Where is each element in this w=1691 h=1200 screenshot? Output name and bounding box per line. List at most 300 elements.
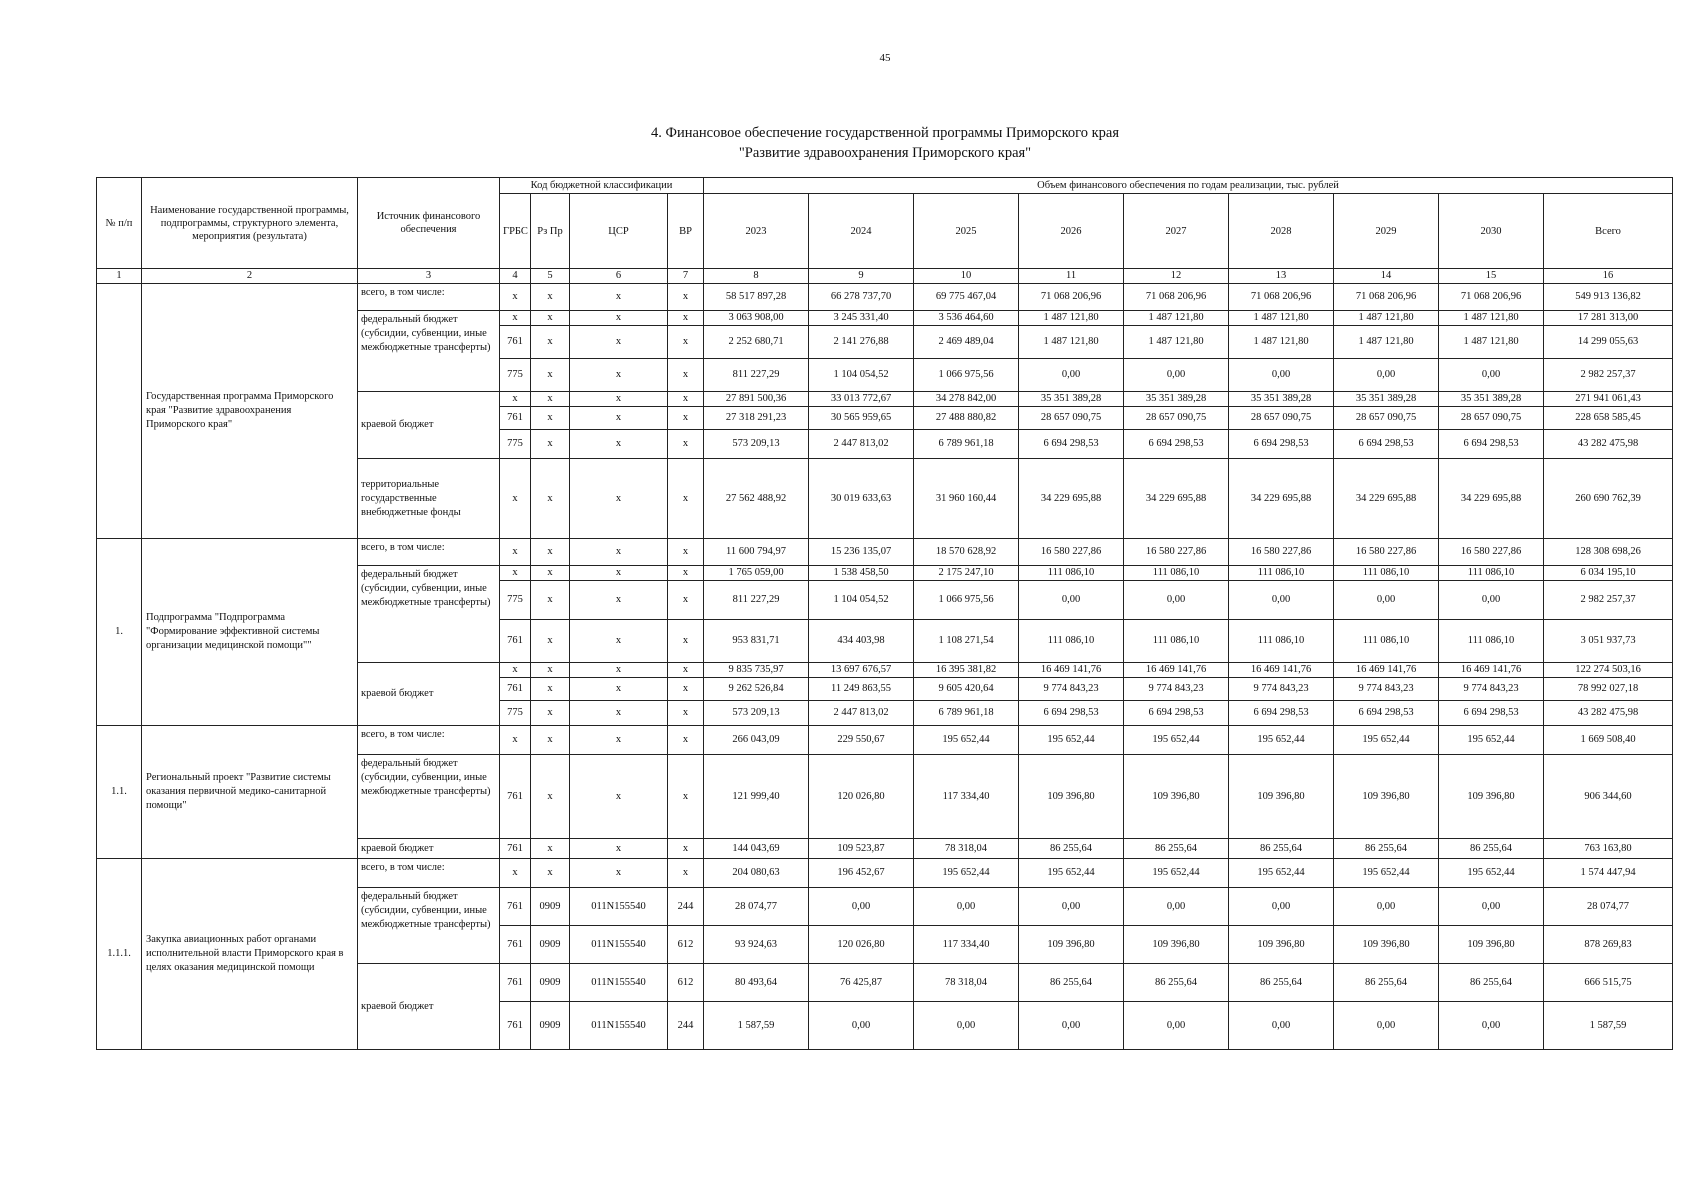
year-value: 1 587,59	[704, 1002, 809, 1050]
grbs-code: x	[500, 566, 531, 581]
year-value: 71 068 206,96	[1334, 284, 1439, 311]
year-value: 0,00	[1124, 581, 1229, 620]
grbs-code: 761	[500, 678, 531, 701]
year-value: 0,00	[1229, 359, 1334, 392]
total-value: 122 274 503,16	[1544, 663, 1673, 678]
year-value: 34 229 695,88	[1124, 459, 1229, 539]
vr-code: x	[668, 566, 704, 581]
year-value: 0,00	[1229, 1002, 1334, 1050]
total-value: 1 587,59	[1544, 1002, 1673, 1050]
rzpr-code: x	[531, 701, 570, 726]
year-value: 0,00	[1019, 1002, 1124, 1050]
year-value: 195 652,44	[1439, 726, 1544, 755]
year-value: 120 026,80	[809, 755, 914, 839]
rzpr-code: x	[531, 566, 570, 581]
year-value: 16 469 141,76	[1229, 663, 1334, 678]
year-value: 0,00	[1124, 359, 1229, 392]
year-value: 16 580 227,86	[1334, 539, 1439, 566]
column-number: 8	[704, 269, 809, 284]
header-year: 2026	[1019, 194, 1124, 269]
column-number: 7	[668, 269, 704, 284]
total-value: 666 515,75	[1544, 964, 1673, 1002]
csr-code: 011N155540	[570, 926, 668, 964]
vr-code: x	[668, 581, 704, 620]
funding-source: федеральный бюджет (субсидии, субвенции, иные межбюджетные трансферты)	[358, 566, 500, 663]
year-value: 3 063 908,00	[704, 311, 809, 326]
page-number: 45	[879, 52, 891, 64]
grbs-code: 761	[500, 926, 531, 964]
year-value: 0,00	[1439, 1002, 1544, 1050]
year-value: 111 086,10	[1334, 620, 1439, 663]
vr-code: x	[668, 326, 704, 359]
year-value: 35 351 389,28	[1229, 392, 1334, 407]
total-value: 906 344,60	[1544, 755, 1673, 839]
year-value: 86 255,64	[1019, 964, 1124, 1002]
year-value: 0,00	[1334, 888, 1439, 926]
total-value: 878 269,83	[1544, 926, 1673, 964]
year-value: 3 245 331,40	[809, 311, 914, 326]
rzpr-code: x	[531, 326, 570, 359]
year-value: 1 538 458,50	[809, 566, 914, 581]
item-name: Закупка авиационных работ органами исполнительной власти Приморского края в целях оказания медицинской помощи	[142, 859, 358, 1050]
document-title	[0, 123, 1691, 163]
year-value: 811 227,29	[704, 359, 809, 392]
rzpr-code: x	[531, 755, 570, 839]
csr-code: x	[570, 326, 668, 359]
csr-code: 011N155540	[570, 1002, 668, 1050]
vr-code: x	[668, 620, 704, 663]
grbs-code: 761	[500, 1002, 531, 1050]
year-value: 2 175 247,10	[914, 566, 1019, 581]
vr-code: x	[668, 311, 704, 326]
year-value: 0,00	[809, 1002, 914, 1050]
grbs-code: x	[500, 392, 531, 407]
item-number	[97, 284, 142, 539]
year-value: 86 255,64	[1019, 839, 1124, 859]
year-value: 266 043,09	[704, 726, 809, 755]
csr-code: x	[570, 566, 668, 581]
column-number: 5	[531, 269, 570, 284]
csr-code: x	[570, 581, 668, 620]
column-number: 13	[1229, 269, 1334, 284]
total-value: 43 282 475,98	[1544, 430, 1673, 459]
header-year: 2027	[1124, 194, 1229, 269]
year-value: 195 652,44	[1439, 859, 1544, 888]
year-value: 573 209,13	[704, 701, 809, 726]
year-value: 2 447 813,02	[809, 430, 914, 459]
csr-code: x	[570, 620, 668, 663]
year-value: 27 318 291,23	[704, 407, 809, 430]
year-value: 93 924,63	[704, 926, 809, 964]
year-value: 195 652,44	[1019, 859, 1124, 888]
column-number: 6	[570, 269, 668, 284]
funding-source: федеральный бюджет (субсидии, субвенции, иные межбюджетные трансферты)	[358, 755, 500, 839]
grbs-code: x	[500, 859, 531, 888]
year-value: 1 765 059,00	[704, 566, 809, 581]
year-value: 35 351 389,28	[1019, 392, 1124, 407]
year-value: 15 236 135,07	[809, 539, 914, 566]
column-number: 16	[1544, 269, 1673, 284]
vr-code: x	[668, 359, 704, 392]
year-value: 31 960 160,44	[914, 459, 1019, 539]
year-value: 0,00	[1019, 359, 1124, 392]
year-value: 6 694 298,53	[1439, 701, 1544, 726]
year-value: 78 318,04	[914, 964, 1019, 1002]
year-value: 71 068 206,96	[1439, 284, 1544, 311]
year-value: 573 209,13	[704, 430, 809, 459]
year-value: 35 351 389,28	[1334, 392, 1439, 407]
title-line-1: 4. Финансовое обеспечение государственной программы Приморского края	[651, 125, 1119, 141]
funding-source: всего, в том числе:	[358, 726, 500, 755]
vr-code: x	[668, 859, 704, 888]
year-value: 58 517 897,28	[704, 284, 809, 311]
year-value: 66 278 737,70	[809, 284, 914, 311]
year-value: 71 068 206,96	[1124, 284, 1229, 311]
funding-source: территориальные государственные внебюджетные фонды	[358, 459, 500, 539]
total-value: 763 163,80	[1544, 839, 1673, 859]
column-number: 10	[914, 269, 1019, 284]
rzpr-code: x	[531, 311, 570, 326]
year-value: 16 580 227,86	[1229, 539, 1334, 566]
grbs-code: 775	[500, 581, 531, 620]
rzpr-code: 0909	[531, 888, 570, 926]
year-value: 80 493,64	[704, 964, 809, 1002]
year-value: 9 774 843,23	[1229, 678, 1334, 701]
year-value: 1 108 271,54	[914, 620, 1019, 663]
funding-source: федеральный бюджет (субсидии, субвенции, иные межбюджетные трансферты)	[358, 888, 500, 964]
year-value: 229 550,67	[809, 726, 914, 755]
vr-code: x	[668, 430, 704, 459]
vr-code: 244	[668, 888, 704, 926]
vr-code: x	[668, 663, 704, 678]
year-value: 1 487 121,80	[1124, 311, 1229, 326]
year-value: 0,00	[1019, 581, 1124, 620]
year-value: 86 255,64	[1229, 964, 1334, 1002]
year-value: 6 694 298,53	[1439, 430, 1544, 459]
grbs-code: 761	[500, 620, 531, 663]
csr-code: x	[570, 663, 668, 678]
vr-code: x	[668, 701, 704, 726]
total-value: 128 308 698,26	[1544, 539, 1673, 566]
year-value: 0,00	[1334, 1002, 1439, 1050]
item-number: 1.1.1.	[97, 859, 142, 1050]
year-value: 195 652,44	[1124, 859, 1229, 888]
csr-code: x	[570, 701, 668, 726]
vr-code: x	[668, 539, 704, 566]
year-value: 195 652,44	[1334, 726, 1439, 755]
year-value: 30 019 633,63	[809, 459, 914, 539]
vr-code: x	[668, 678, 704, 701]
year-value: 109 396,80	[1124, 926, 1229, 964]
year-value: 28 657 090,75	[1334, 407, 1439, 430]
header-name: Наименование государственной программы, подпрограммы, структурного элемента, мероприятия (результата)	[142, 178, 358, 269]
year-value: 1 487 121,80	[1229, 311, 1334, 326]
year-value: 0,00	[1124, 888, 1229, 926]
column-number-row	[97, 269, 1673, 284]
grbs-code: 761	[500, 407, 531, 430]
table-row	[97, 284, 1673, 311]
year-value: 1 487 121,80	[1334, 326, 1439, 359]
column-number: 3	[358, 269, 500, 284]
total-value: 228 658 585,45	[1544, 407, 1673, 430]
grbs-code: 775	[500, 359, 531, 392]
grbs-code: x	[500, 663, 531, 678]
year-value: 204 080,63	[704, 859, 809, 888]
header-year: 2030	[1439, 194, 1544, 269]
grbs-code: x	[500, 539, 531, 566]
grbs-code: 761	[500, 888, 531, 926]
rzpr-code: x	[531, 459, 570, 539]
year-value: 111 086,10	[1019, 620, 1124, 663]
rzpr-code: x	[531, 678, 570, 701]
rzpr-code: 0909	[531, 1002, 570, 1050]
year-value: 120 026,80	[809, 926, 914, 964]
column-number: 12	[1124, 269, 1229, 284]
year-value: 0,00	[1439, 359, 1544, 392]
year-value: 78 318,04	[914, 839, 1019, 859]
year-value: 86 255,64	[1229, 839, 1334, 859]
funding-source: всего, в том числе:	[358, 859, 500, 888]
year-value: 1 487 121,80	[1229, 326, 1334, 359]
rzpr-code: x	[531, 726, 570, 755]
total-value: 14 299 055,63	[1544, 326, 1673, 359]
csr-code: x	[570, 359, 668, 392]
year-value: 0,00	[1439, 888, 1544, 926]
year-value: 11 249 863,55	[809, 678, 914, 701]
year-value: 195 652,44	[1124, 726, 1229, 755]
year-value: 86 255,64	[1439, 964, 1544, 1002]
csr-code: x	[570, 459, 668, 539]
year-value: 11 600 794,97	[704, 539, 809, 566]
rzpr-code: x	[531, 539, 570, 566]
year-value: 111 086,10	[1439, 620, 1544, 663]
year-value: 16 469 141,76	[1439, 663, 1544, 678]
year-value: 9 774 843,23	[1439, 678, 1544, 701]
year-value: 195 652,44	[1334, 859, 1439, 888]
year-value: 1 487 121,80	[1124, 326, 1229, 359]
year-value: 109 396,80	[1229, 755, 1334, 839]
year-value: 28 074,77	[704, 888, 809, 926]
vr-code: x	[668, 726, 704, 755]
year-value: 0,00	[1334, 581, 1439, 620]
funding-source: всего, в том числе:	[358, 539, 500, 566]
year-value: 3 536 464,60	[914, 311, 1019, 326]
year-value: 6 789 961,18	[914, 430, 1019, 459]
header-source: Источник финансового обеспечения	[358, 178, 500, 269]
header-year: 2025	[914, 194, 1019, 269]
year-value: 196 452,67	[809, 859, 914, 888]
year-value: 9 774 843,23	[1334, 678, 1439, 701]
csr-code: x	[570, 284, 668, 311]
year-value: 117 334,40	[914, 755, 1019, 839]
year-value: 121 999,40	[704, 755, 809, 839]
grbs-code: x	[500, 459, 531, 539]
year-value: 86 255,64	[1124, 839, 1229, 859]
year-value: 434 403,98	[809, 620, 914, 663]
year-value: 0,00	[1439, 581, 1544, 620]
year-value: 1 066 975,56	[914, 359, 1019, 392]
funding-source: краевой бюджет	[358, 392, 500, 459]
rzpr-code: x	[531, 359, 570, 392]
year-value: 1 487 121,80	[1439, 311, 1544, 326]
funding-source: краевой бюджет	[358, 839, 500, 859]
item-name: Региональный проект "Развитие системы оказания первичной медико-санитарной помощи"	[142, 726, 358, 859]
total-value: 1 574 447,94	[1544, 859, 1673, 888]
year-value: 111 086,10	[1439, 566, 1544, 581]
year-value: 35 351 389,28	[1439, 392, 1544, 407]
grbs-code: x	[500, 284, 531, 311]
rzpr-code: x	[531, 581, 570, 620]
year-value: 0,00	[1229, 581, 1334, 620]
header-budget-code-group: Код бюджетной классификации	[500, 178, 704, 194]
total-value: 6 034 195,10	[1544, 566, 1673, 581]
header-volume-group: Объем финансового обеспечения по годам реализации, тыс. рублей	[704, 178, 1673, 194]
year-value: 16 469 141,76	[1334, 663, 1439, 678]
year-value: 111 086,10	[1229, 566, 1334, 581]
year-value: 16 469 141,76	[1019, 663, 1124, 678]
financing-table	[96, 177, 1673, 1050]
rzpr-code: x	[531, 392, 570, 407]
total-value: 2 982 257,37	[1544, 359, 1673, 392]
header-csr: ЦСР	[570, 194, 668, 269]
year-value: 195 652,44	[914, 726, 1019, 755]
year-value: 109 523,87	[809, 839, 914, 859]
year-value: 9 774 843,23	[1124, 678, 1229, 701]
year-value: 0,00	[914, 888, 1019, 926]
year-value: 811 227,29	[704, 581, 809, 620]
csr-code: x	[570, 726, 668, 755]
header-no: № п/п	[97, 178, 142, 269]
vr-code: x	[668, 407, 704, 430]
table-row	[97, 539, 1673, 566]
year-value: 6 694 298,53	[1124, 701, 1229, 726]
total-value: 549 913 136,82	[1544, 284, 1673, 311]
year-value: 109 396,80	[1019, 926, 1124, 964]
year-value: 86 255,64	[1439, 839, 1544, 859]
rzpr-code: x	[531, 620, 570, 663]
total-value: 3 051 937,73	[1544, 620, 1673, 663]
rzpr-code: x	[531, 407, 570, 430]
csr-code: x	[570, 311, 668, 326]
csr-code: x	[570, 859, 668, 888]
csr-code: x	[570, 678, 668, 701]
header-total: Всего	[1544, 194, 1673, 269]
year-value: 0,00	[1124, 1002, 1229, 1050]
year-value: 34 229 695,88	[1334, 459, 1439, 539]
csr-code: 011N155540	[570, 964, 668, 1002]
year-value: 1 104 054,52	[809, 581, 914, 620]
year-value: 111 086,10	[1124, 620, 1229, 663]
year-value: 9 835 735,97	[704, 663, 809, 678]
header-rzpr: Рз Пр	[531, 194, 570, 269]
year-value: 0,00	[1229, 888, 1334, 926]
year-value: 16 580 227,86	[1439, 539, 1544, 566]
year-value: 109 396,80	[1334, 926, 1439, 964]
item-name: Государственная программа Приморского края "Развитие здравоохранения Приморского края"	[142, 284, 358, 539]
year-value: 117 334,40	[914, 926, 1019, 964]
header-year: 2024	[809, 194, 914, 269]
year-value: 6 694 298,53	[1124, 430, 1229, 459]
year-value: 16 469 141,76	[1124, 663, 1229, 678]
funding-source: федеральный бюджет (субсидии, субвенции, иные межбюджетные трансферты)	[358, 311, 500, 392]
vr-code: x	[668, 392, 704, 407]
vr-code: x	[668, 755, 704, 839]
csr-code: x	[570, 539, 668, 566]
column-number: 2	[142, 269, 358, 284]
year-value: 109 396,80	[1334, 755, 1439, 839]
header-year: 2029	[1334, 194, 1439, 269]
year-value: 6 694 298,53	[1229, 701, 1334, 726]
year-value: 195 652,44	[914, 859, 1019, 888]
grbs-code: 775	[500, 701, 531, 726]
year-value: 1 066 975,56	[914, 581, 1019, 620]
grbs-code: 761	[500, 755, 531, 839]
year-value: 34 229 695,88	[1229, 459, 1334, 539]
header-vr: ВР	[668, 194, 704, 269]
rzpr-code: x	[531, 859, 570, 888]
year-value: 1 487 121,80	[1019, 311, 1124, 326]
header-grbs: ГРБС	[500, 194, 531, 269]
csr-code: x	[570, 392, 668, 407]
year-value: 28 657 090,75	[1019, 407, 1124, 430]
rzpr-code: x	[531, 284, 570, 311]
header-year: 2023	[704, 194, 809, 269]
total-value: 1 669 508,40	[1544, 726, 1673, 755]
item-number: 1.1.	[97, 726, 142, 859]
column-number: 4	[500, 269, 531, 284]
year-value: 2 447 813,02	[809, 701, 914, 726]
year-value: 28 657 090,75	[1124, 407, 1229, 430]
header-year: 2028	[1229, 194, 1334, 269]
csr-code: x	[570, 407, 668, 430]
total-value: 28 074,77	[1544, 888, 1673, 926]
year-value: 1 487 121,80	[1019, 326, 1124, 359]
rzpr-code: x	[531, 430, 570, 459]
year-value: 109 396,80	[1439, 755, 1544, 839]
year-value: 111 086,10	[1019, 566, 1124, 581]
year-value: 33 013 772,67	[809, 392, 914, 407]
csr-code: 011N155540	[570, 888, 668, 926]
year-value: 30 565 959,65	[809, 407, 914, 430]
vr-code: 612	[668, 964, 704, 1002]
year-value: 13 697 676,57	[809, 663, 914, 678]
rzpr-code: x	[531, 839, 570, 859]
year-value: 144 043,69	[704, 839, 809, 859]
year-value: 9 262 526,84	[704, 678, 809, 701]
column-number: 11	[1019, 269, 1124, 284]
year-value: 109 396,80	[1124, 755, 1229, 839]
year-value: 1 487 121,80	[1334, 311, 1439, 326]
year-value: 195 652,44	[1019, 726, 1124, 755]
total-value: 78 992 027,18	[1544, 678, 1673, 701]
year-value: 16 395 381,82	[914, 663, 1019, 678]
year-value: 0,00	[914, 1002, 1019, 1050]
vr-code: x	[668, 839, 704, 859]
year-value: 6 694 298,53	[1019, 430, 1124, 459]
column-number: 9	[809, 269, 914, 284]
year-value: 76 425,87	[809, 964, 914, 1002]
year-value: 35 351 389,28	[1124, 392, 1229, 407]
year-value: 0,00	[1019, 888, 1124, 926]
year-value: 27 488 880,82	[914, 407, 1019, 430]
vr-code: 244	[668, 1002, 704, 1050]
year-value: 109 396,80	[1439, 926, 1544, 964]
year-value: 6 694 298,53	[1229, 430, 1334, 459]
year-value: 111 086,10	[1229, 620, 1334, 663]
title-line-2: "Развитие здравоохранения Приморского края"	[738, 145, 1032, 161]
item-name: Подпрограмма "Подпрограмма "Формирование эффективной системы организации медицинской помощи""	[142, 539, 358, 726]
funding-source: всего, в том числе:	[358, 284, 500, 311]
